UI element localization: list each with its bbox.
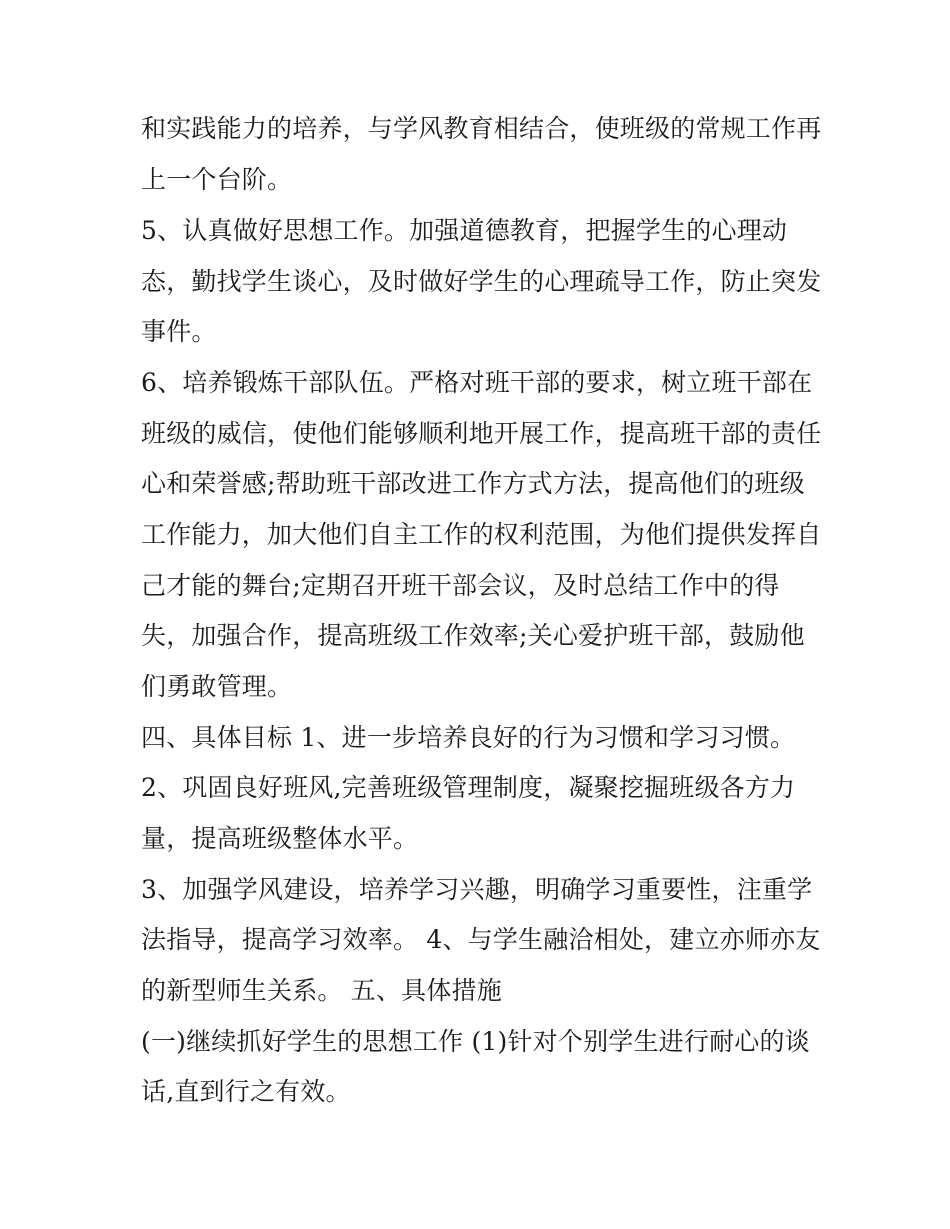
text-line: 2、巩固良好班风,完善班级管理制度，凝聚挖掘班级各方力	[141, 773, 796, 802]
text-line: 法指导，提高学习效率。 4、与学生融洽相处，建立亦师亦友	[141, 925, 821, 954]
text-line: 上一个台阶。	[141, 165, 293, 194]
text-line: 们勇敢管理。	[141, 672, 293, 701]
text-line: 己才能的舞台;定期召开班干部会议，及时总结工作中的得	[141, 571, 780, 600]
text-line: 6、培养锻炼干部队伍。严格对班干部的要求，树立班干部在	[141, 368, 813, 397]
text-line: 四、具体目标 1、进一步培养良好的行为习惯和学习习惯。	[141, 723, 796, 752]
text-line: 和实践能力的培养，与学风教育相结合，使班级的常规工作再	[141, 114, 822, 143]
text-line: 量，提高班级整体水平。	[141, 824, 419, 853]
text-line: 班级的威信，使他们能够顺利地开展工作，提高班干部的责任	[141, 419, 822, 448]
text-line: 事件。	[141, 317, 217, 346]
text-line: 失，加强合作，提高班级工作效率;关心爱护班干部，鼓励他	[141, 621, 805, 650]
text-line: 5、认真做好思想工作。加强道德教育，把握学生的心理动	[141, 216, 788, 245]
text-line: 态，勤找学生谈心，及时做好学生的心理疏导工作，防止突发	[141, 267, 822, 296]
text-line: 心和荣誉感;帮助班干部改进工作方式方法，提高他们的班级	[141, 469, 805, 498]
text-line: (一)继续抓好学生的思想工作 (1)针对个别学生进行耐心的谈	[141, 1027, 810, 1056]
text-line: 3、加强学风建设，培养学习兴趣，明确学习重要性，注重学	[141, 875, 813, 904]
text-line: 话,直到行之有效。	[141, 1077, 351, 1106]
text-line: 工作能力，加大他们自主工作的权利范围，为他们提供发挥自	[141, 520, 822, 549]
text-line: 的新型师生关系。 五、具体措施	[141, 976, 502, 1005]
